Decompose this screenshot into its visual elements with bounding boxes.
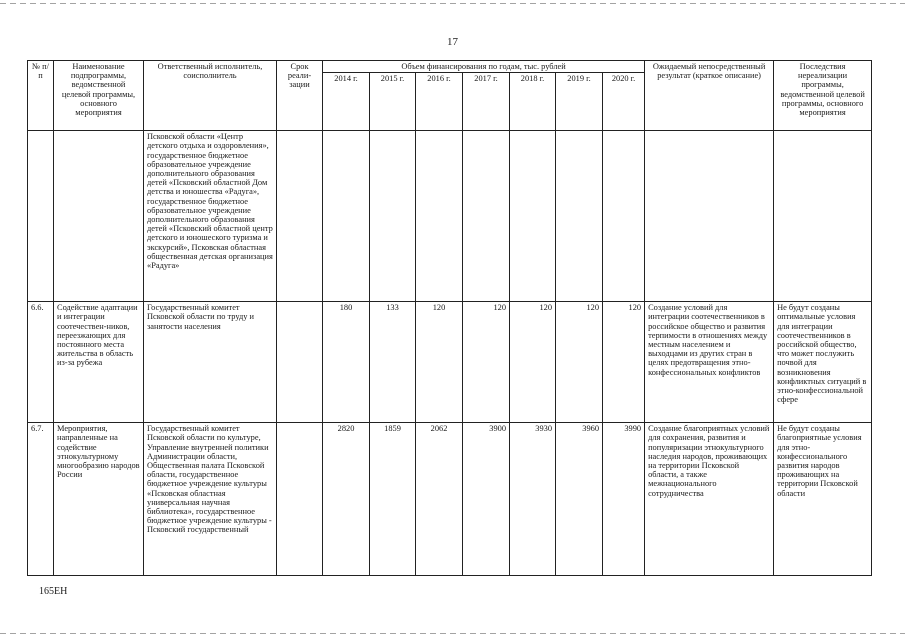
row-value: 120 [556,302,603,423]
row-value: 180 [323,302,370,423]
header-funding: Объем финансирования по годам, тыс. рублей [323,61,645,73]
header-year: 2014 г. [323,73,370,131]
row-executor: Государственный комитет Псковской области по культуре, Управление внутренней политики Администрации области, Общественная палата Псковской области, государственное бюджетное учреждение культуры «Псковская областная универсальная научная библиотека», государственное бюджетное учреждение культуры - Псковский государственный [144,423,277,576]
row-value [370,131,416,302]
table-row [28,302,872,423]
row-value: 2820 [323,423,370,576]
header-row [28,61,872,73]
row-expected: Создание благоприятных условий для сохранения, развития и популяризации этнокультурного наследия народов, проживающих на территории Псковской области, а также межнационального сотрудничества [645,423,774,576]
page-number: 17 [447,36,458,48]
header-year: 2017 г. [463,73,510,131]
row-value [323,131,370,302]
header-executor: Ответственный исполнитель, соисполнитель [144,61,277,131]
header-name: Наименование подпрограммы, ведомственной целевой программы, основного мероприятия [54,61,144,131]
row-value: 2062 [416,423,463,576]
row-name [54,131,144,302]
scan-edge-bottom [0,633,905,634]
header-num: № п/п [28,61,54,131]
header-year: 2019 г. [556,73,603,131]
footer-code: 165ЕН [39,586,68,597]
row-expected: Создание условий для интеграции соотечественников в российское общество и развития терпимости в отношениях между местным населением и выходцами из других стран в целях предотвращения этно-конфессиональных конфликтов [645,302,774,423]
row-value [556,131,603,302]
row-term [277,423,323,576]
row-value: 1859 [370,423,416,576]
header-year: 2018 г. [510,73,556,131]
row-consequences: Не будут созданы благоприятные условия для этно-конфессионального развития народов проживающих на территории Псковской области [774,423,872,576]
row-num [28,131,54,302]
row-value [416,131,463,302]
row-value [603,131,645,302]
table-row [28,131,872,302]
row-value: 3960 [556,423,603,576]
row-value: 3930 [510,423,556,576]
row-num: 6.6. [28,302,54,423]
row-value: 120 [510,302,556,423]
header-year: 2020 г. [603,73,645,131]
header-expected: Ожидаемый непосредственный результат (краткое описание) [645,61,774,131]
header-year: 2016 г. [416,73,463,131]
row-expected [645,131,774,302]
row-num: 6.7. [28,423,54,576]
row-value: 133 [370,302,416,423]
row-value: 120 [603,302,645,423]
row-executor: Псковской области «Центр детского отдыха и оздоровления», государственное бюджетное образовательное учреждение дополнительного образования детей «Псковский областной Дом детства и юношества «Радуга», государственное бюджетное образовательное учреждение дополнительного образования детей «Псковский областной центр детского и юношеского туризма и экскурсий», Псковская областная общественная детская организация «Радуга» [144,131,277,302]
scan-edge-top [0,3,905,4]
row-value: 3900 [463,423,510,576]
row-term [277,302,323,423]
row-value: 3990 [603,423,645,576]
row-consequences [774,131,872,302]
program-table [27,60,872,576]
header-year: 2015 г. [370,73,416,131]
row-value [463,131,510,302]
row-executor: Государственный комитет Псковской области по труду и занятости населения [144,302,277,423]
row-name: Содействие адаптации и интеграции соотечествен-ников, переезжающих для постоянного места жительства в область из-за рубежа [54,302,144,423]
row-value: 120 [416,302,463,423]
row-value [510,131,556,302]
row-name: Мероприятия, направленные на содействие этнокультурному многообразию народов России [54,423,144,576]
row-term [277,131,323,302]
header-term: Срок реали-зации [277,61,323,131]
header-consequences: Последствия нереализации программы, ведомственной целевой программы, основного мероприятия [774,61,872,131]
table-row [28,423,872,576]
row-value: 120 [463,302,510,423]
row-consequences: Не будут созданы оптимальные условия для интеграции соотечественников в российской общество, что может послужить почвой для возникновения конфликтных ситуаций в этно-конфессиональной сфере [774,302,872,423]
